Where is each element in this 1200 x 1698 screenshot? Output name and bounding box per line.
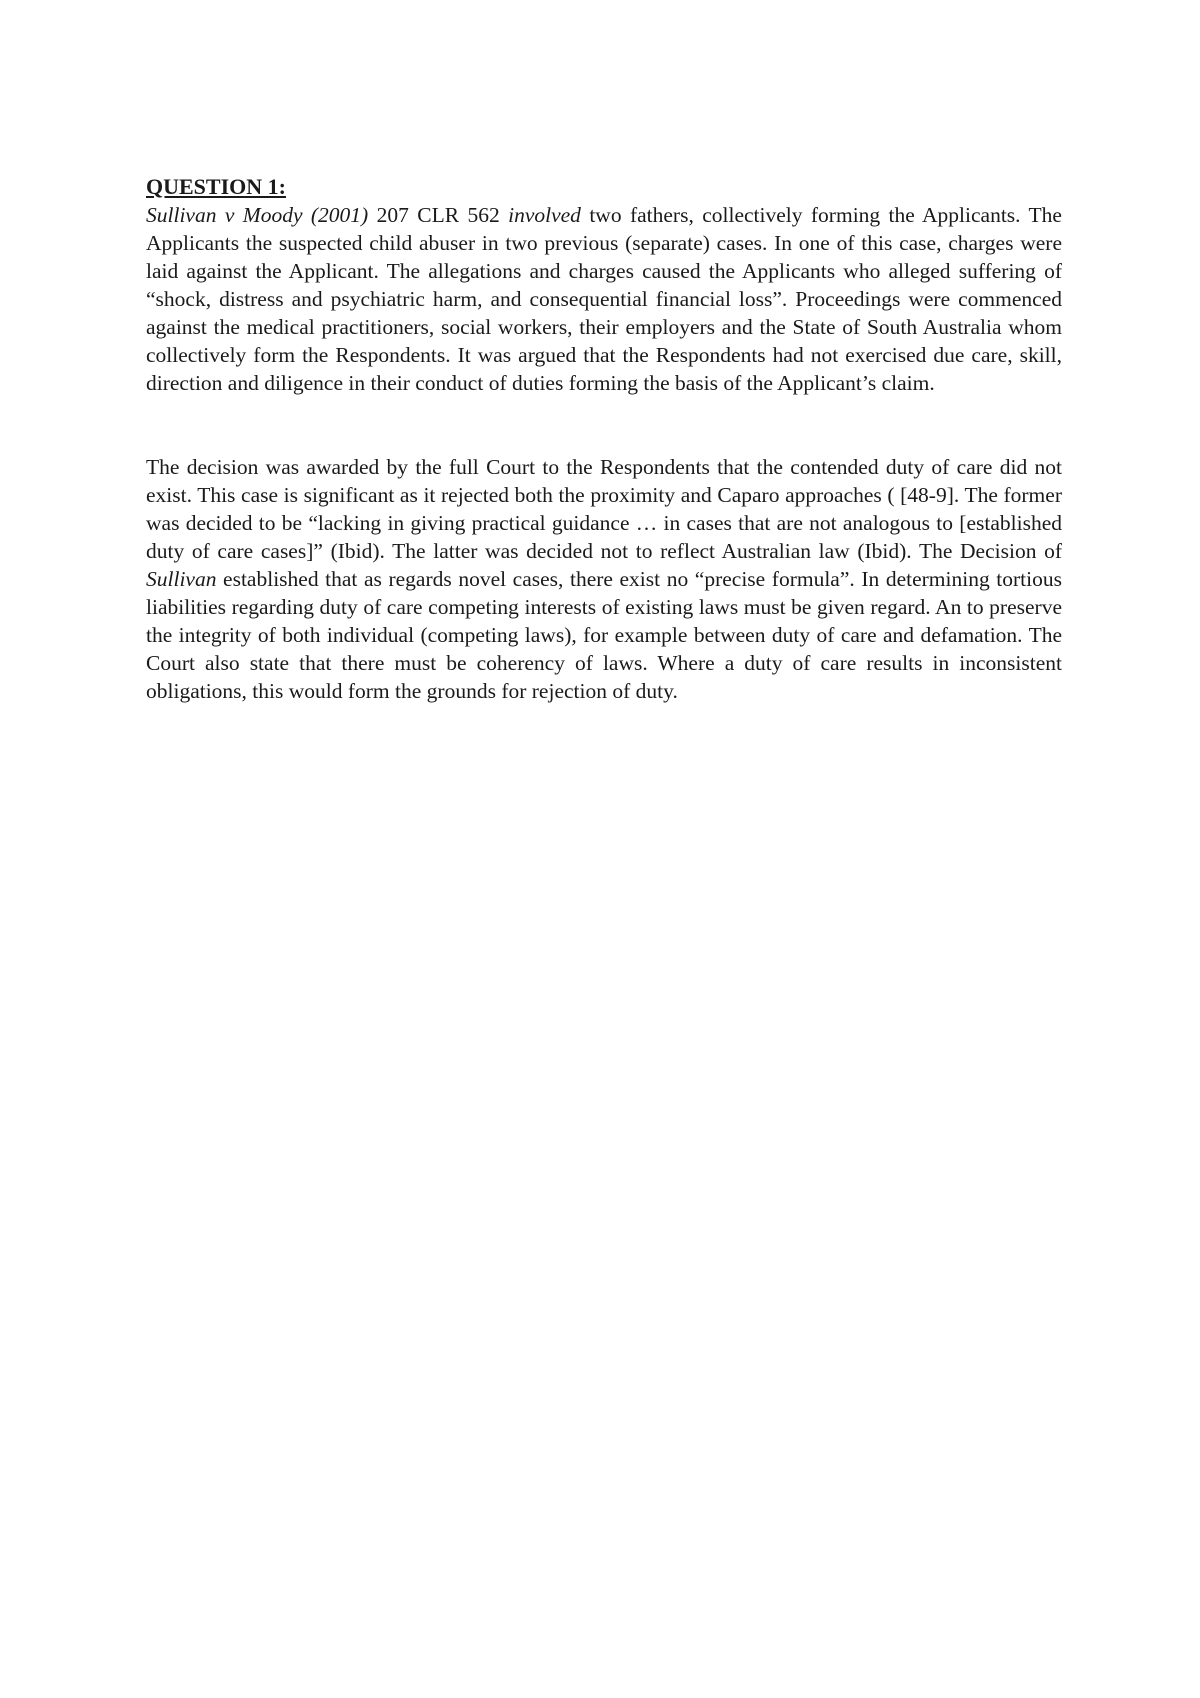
paragraph-facts [146,201,1062,397]
paragraph-spacer [146,397,1062,453]
document-page [146,173,1062,705]
involved-word: involved [508,203,581,227]
paragraph-decision [146,453,1062,705]
decision-text-after: established that as regards novel cases, there exist no “precise formula”. In determining tortious liabilities regarding duty of care competing interests of existing laws must be given regard. An to preserve the integrity of both individual (competing laws), for example between duty of care and defamation. The Court also state that there must be coherency of laws. Where a duty of care results in inconsistent obligations, this would form the grounds for rejection of duty. [146,567,1062,703]
question-heading: QUESTION 1: [146,174,286,199]
decision-text-before: The decision was awarded by the full Court to the Respondents that the contended duty of care did not exist. This case is significant as it rejected both the proximity and Caparo approaches ( [48-9]. The former was decided to be “lacking in giving practical guidance … in cases that are not analogous to [established duty of care cases]” (Ibid). The latter was decided not to reflect Australian law (Ibid). The Decision of [146,455,1062,563]
facts-text: two fathers, collectively forming the Applicants. The Applicants the suspected child abuser in two previous (separate) cases. In one of this case, charges were laid against the Applicant. The allegations and charges caused the Applicants who alleged suffering of “shock, distress and psychiatric harm, and consequential financial loss”. Proceedings were commenced against the medical practitioners, social workers, their employers and the State of South Australia whom collectively form the Respondents. It was argued that the Respondents had not exercised due care, skill, direction and diligence in their conduct of duties forming the basis of the Applicant’s claim. [146,203,1062,395]
case-reference: Sullivan [146,567,217,591]
case-citation: 207 CLR 562 [368,203,509,227]
case-name: Sullivan v Moody (2001) [146,203,369,227]
